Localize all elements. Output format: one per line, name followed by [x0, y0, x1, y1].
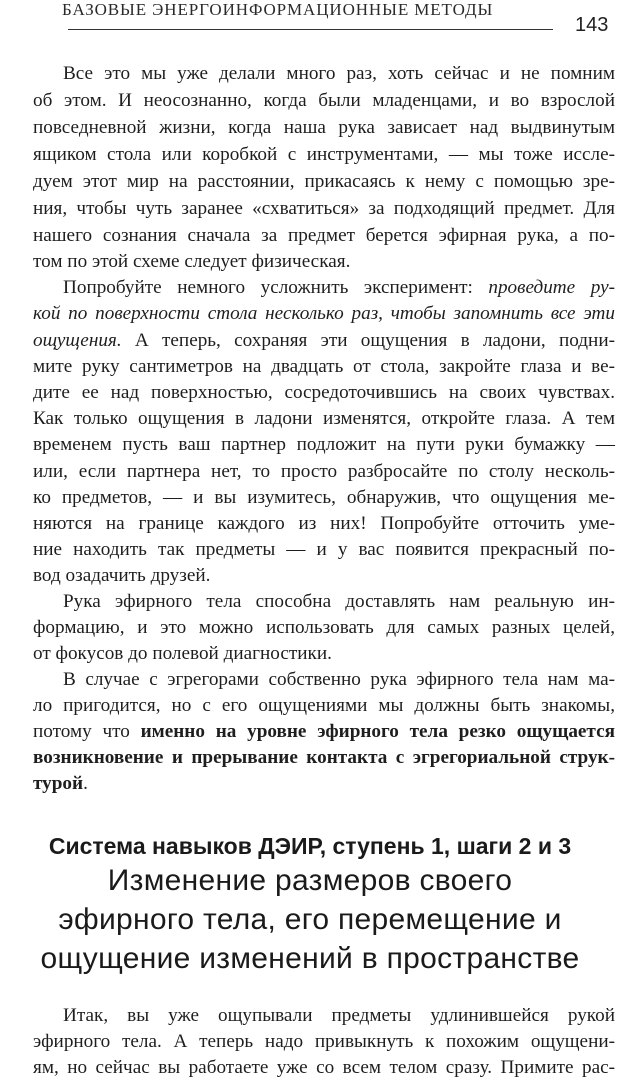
paragraph-line: том по этой схеме следует физическая. [33, 251, 351, 272]
paragraph-line: возникновение и прерывание контакта с эгрегориальной струк- [33, 747, 615, 768]
paragraph-line: потому что именно на уровне эфирного тела резко ощущается [33, 721, 615, 742]
section-title-line: Изменение размеров своего [107, 864, 513, 897]
paragraph-line: формацию, и это можно использовать для самых разных целей, [33, 617, 615, 638]
paragraph-line: Рука эфирного тела способна доставлять нам реальную ин- [63, 591, 615, 612]
paragraph-line: ощущения. А теперь, сохраняя эти ощущения в ладони, подни- [33, 330, 615, 351]
paragraph-line: эфирного тела. А теперь надо привыкнуть к похожим ощущени- [33, 1031, 615, 1052]
section-label: Система навыков ДЭИР, ступень 1, шаги 2 и 3 [48, 833, 572, 859]
paragraph-line: от фокусов до полевой диагностики. [33, 643, 332, 664]
paragraph-line: ящиком стола или коробкой с инструментами, — мы тоже иссле- [33, 144, 615, 165]
paragraph-line: об этом. И неосознанно, когда были младенцами, и во взрослой [33, 90, 615, 111]
paragraph-line: ям, но сейчас вы работаете уже со всем телом сразу. Примите рас- [33, 1057, 615, 1078]
paragraph-line: вод озадачить друзей. [33, 565, 211, 586]
paragraph-line: няются на границе каждого из них! Попробуйте отточить уме- [33, 513, 615, 534]
paragraph-line: кой по поверхности стола несколько раз, чтобы запомнить все эти [33, 303, 615, 324]
paragraph-line: ло пригодится, но с его ощущениями мы должны быть знакомы, [33, 695, 615, 716]
paragraph-line: Как только ощущения в ладони изменятся, откройте глаза. А тем [33, 408, 615, 429]
paragraph-line: ко предметов, — и вы изумитесь, обнаружив, что ощущения ме- [33, 487, 615, 508]
paragraph-line: Все это мы уже делали много раз, хоть сейчас и не помним [63, 63, 615, 84]
page-header [0, 0, 620, 40]
paragraph-line: ние находить так предметы — и у вас появится прекрасный по- [33, 539, 615, 560]
paragraph-line: мите руку сантиметров на двадцать от стола, закройте глаза и ве- [33, 356, 615, 377]
paragraph-line: нашего сознания сначала за предмет берется эфирная рука, а по- [33, 225, 615, 246]
page-number: 143 [575, 14, 609, 36]
running-title: БАЗОВЫЕ ЭНЕРГОИНФОРМАЦИОННЫЕ МЕТОДЫ [62, 0, 494, 19]
paragraph-line: дуем этот мир на расстоянии, прикасаясь к нему с помощью зре- [33, 171, 615, 192]
paragraph-line: ния, чтобы чуть заранее «схватиться» за подходящий предмет. Для [33, 198, 615, 219]
section-title-line: ощущение изменений в пространстве [40, 942, 580, 975]
paragraph-line: Попробуйте немного усложнить эксперимент: проведите ру- [63, 277, 615, 298]
paragraph-line: повседневной жизни, когда наша рука зависает над выдвинутым [33, 117, 615, 138]
paragraph-line: турой. [33, 773, 88, 794]
paragraph-line: В случае с эгрегорами собственно рука эфирного тела нам ма- [63, 669, 615, 690]
paragraph-line: временем пусть ваш партнер подложит на пути руки бумажку — [33, 434, 615, 455]
header-rule [68, 29, 553, 30]
paragraph-line: Итак, вы уже ощупывали предметы удлинившейся рукой [63, 1005, 615, 1026]
section-title-line: эфирного тела, его перемещение и [58, 903, 562, 936]
paragraph-line: дите ее над поверхностью, сосредоточившись на своих чувствах. [33, 382, 615, 403]
paragraph-line: или, если партнера нет, то просто разбросайте по столу несколь- [33, 461, 615, 482]
